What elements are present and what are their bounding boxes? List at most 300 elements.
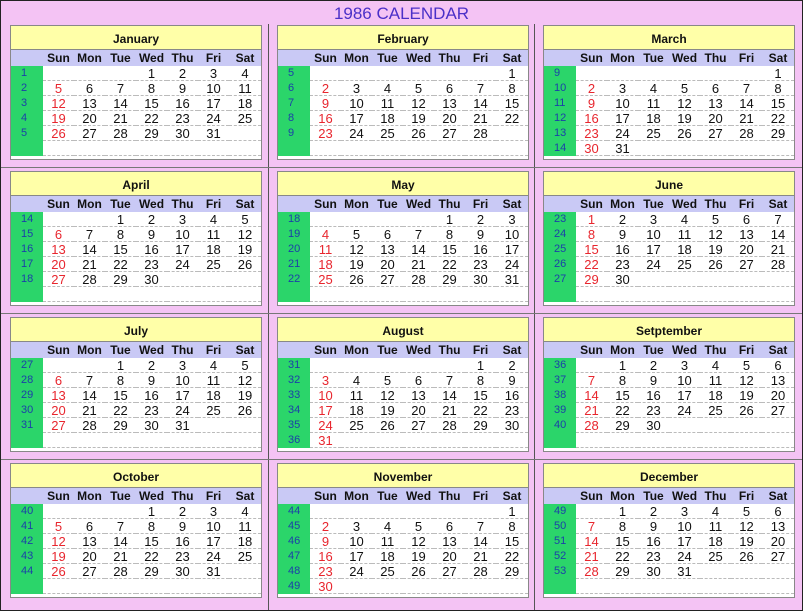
day-header-sun: Sun xyxy=(310,488,341,504)
day-cell: 8 xyxy=(607,519,638,534)
week-number: 36 xyxy=(544,358,576,373)
day-cell: 29 xyxy=(607,418,638,433)
day-cell xyxy=(638,287,669,302)
day-cell: 19 xyxy=(229,242,261,257)
day-header-wed: Wed xyxy=(669,50,700,66)
day-cell: 21 xyxy=(105,111,136,126)
day-header-thu: Thu xyxy=(700,342,731,358)
day-cell: 24 xyxy=(669,403,700,418)
day-cell: 25 xyxy=(700,549,731,564)
day-cell: 15 xyxy=(496,96,528,111)
day-cell xyxy=(576,358,607,373)
day-cell: 3 xyxy=(310,373,341,388)
day-cell: 20 xyxy=(434,111,465,126)
day-header-tue: Tue xyxy=(638,488,669,504)
day-cell: 21 xyxy=(74,257,105,272)
day-cell xyxy=(762,564,794,579)
day-cell: 4 xyxy=(638,81,669,96)
day-cell xyxy=(607,579,638,594)
day-cell: 19 xyxy=(341,257,372,272)
day-cell xyxy=(496,126,528,141)
day-cell: 10 xyxy=(198,519,229,534)
day-cell: 20 xyxy=(700,111,731,126)
day-header-fri: Fri xyxy=(465,342,496,358)
day-cell: 13 xyxy=(372,242,403,257)
week-number: 47 xyxy=(278,549,310,564)
day-cell: 20 xyxy=(434,549,465,564)
day-cell: 27 xyxy=(43,272,74,287)
week-number: 5 xyxy=(278,66,310,81)
day-cell: 28 xyxy=(105,564,136,579)
day-cell: 3 xyxy=(341,81,372,96)
month-name: November xyxy=(278,464,528,488)
day-cell: 3 xyxy=(167,358,198,373)
day-cell: 14 xyxy=(465,534,496,549)
day-cell: 5 xyxy=(669,81,700,96)
day-cell: 31 xyxy=(167,418,198,433)
day-cell: 22 xyxy=(105,257,136,272)
day-header-fri: Fri xyxy=(465,488,496,504)
day-cell: 27 xyxy=(434,564,465,579)
day-cell: 3 xyxy=(198,504,229,519)
day-cell xyxy=(731,287,762,302)
day-cell: 27 xyxy=(74,564,105,579)
day-cell xyxy=(167,433,198,448)
day-cell: 7 xyxy=(576,519,607,534)
day-cell: 29 xyxy=(576,272,607,287)
week-number: 42 xyxy=(11,534,43,549)
day-header-fri: Fri xyxy=(198,196,229,212)
day-cell: 3 xyxy=(669,504,700,519)
day-cell: 17 xyxy=(669,534,700,549)
week-number: 9 xyxy=(544,66,576,81)
week-header-blank xyxy=(11,196,43,212)
day-cell xyxy=(465,287,496,302)
day-header-wed: Wed xyxy=(403,196,434,212)
day-cell: 18 xyxy=(372,549,403,564)
day-cell: 17 xyxy=(167,388,198,403)
day-cell: 3 xyxy=(167,212,198,227)
week-number: 39 xyxy=(544,403,576,418)
week-number: 52 xyxy=(544,549,576,564)
day-cell: 30 xyxy=(638,564,669,579)
day-cell: 25 xyxy=(198,257,229,272)
day-cell xyxy=(731,272,762,287)
day-cell: 4 xyxy=(700,504,731,519)
day-cell: 18 xyxy=(229,534,261,549)
day-header-tue: Tue xyxy=(105,488,136,504)
day-cell: 25 xyxy=(372,564,403,579)
day-cell: 27 xyxy=(700,126,731,141)
day-cell: 23 xyxy=(167,111,198,126)
day-cell: 27 xyxy=(762,549,794,564)
day-cell xyxy=(372,358,403,373)
day-cell: 11 xyxy=(700,373,731,388)
day-cell: 23 xyxy=(136,257,167,272)
day-header-sun: Sun xyxy=(43,342,74,358)
day-cell: 6 xyxy=(403,373,434,388)
week-number: 5 xyxy=(11,126,43,141)
day-cell xyxy=(576,66,607,81)
day-cell xyxy=(229,564,261,579)
day-cell: 31 xyxy=(198,564,229,579)
day-cell: 28 xyxy=(74,418,105,433)
week-number: 37 xyxy=(544,373,576,388)
day-cell: 29 xyxy=(762,126,794,141)
day-cell: 15 xyxy=(496,534,528,549)
day-cell xyxy=(310,141,341,156)
day-header-thu: Thu xyxy=(167,196,198,212)
day-cell: 10 xyxy=(310,388,341,403)
day-header-wed: Wed xyxy=(136,50,167,66)
week-number: 45 xyxy=(278,519,310,534)
day-cell: 22 xyxy=(136,549,167,564)
day-cell xyxy=(669,272,700,287)
day-cell: 3 xyxy=(341,519,372,534)
day-cell: 24 xyxy=(310,418,341,433)
day-cell: 17 xyxy=(607,111,638,126)
week-header-blank xyxy=(544,50,576,66)
day-cell: 10 xyxy=(167,373,198,388)
day-cell xyxy=(403,212,434,227)
day-cell xyxy=(105,287,136,302)
day-header-thu: Thu xyxy=(167,342,198,358)
day-cell xyxy=(372,287,403,302)
day-cell: 9 xyxy=(496,373,528,388)
day-cell: 13 xyxy=(74,534,105,549)
day-header-tue: Tue xyxy=(638,342,669,358)
day-cell: 9 xyxy=(576,96,607,111)
day-header-sun: Sun xyxy=(576,488,607,504)
day-cell xyxy=(403,579,434,594)
day-cell xyxy=(762,579,794,594)
day-cell xyxy=(372,66,403,81)
day-cell: 28 xyxy=(576,564,607,579)
day-cell: 4 xyxy=(229,504,261,519)
day-cell: 6 xyxy=(43,227,74,242)
day-header-wed: Wed xyxy=(403,488,434,504)
day-cell: 18 xyxy=(700,534,731,549)
day-cell: 8 xyxy=(607,373,638,388)
day-header-sat: Sat xyxy=(229,50,261,66)
day-cell: 4 xyxy=(229,66,261,81)
day-cell: 9 xyxy=(638,373,669,388)
day-cell xyxy=(198,141,229,156)
day-cell xyxy=(198,418,229,433)
week-number xyxy=(11,579,43,594)
month-name: April xyxy=(11,172,261,196)
day-cell: 15 xyxy=(762,96,794,111)
day-cell: 11 xyxy=(229,519,261,534)
day-cell xyxy=(74,212,105,227)
day-cell: 12 xyxy=(341,242,372,257)
day-cell: 23 xyxy=(136,403,167,418)
week-number: 31 xyxy=(278,358,310,373)
day-cell: 3 xyxy=(638,212,669,227)
day-cell: 16 xyxy=(167,96,198,111)
day-cell: 3 xyxy=(198,66,229,81)
day-cell xyxy=(310,212,341,227)
day-cell xyxy=(403,358,434,373)
day-cell: 24 xyxy=(167,257,198,272)
day-cell: 28 xyxy=(403,272,434,287)
day-cell xyxy=(465,141,496,156)
day-cell: 8 xyxy=(105,227,136,242)
day-cell: 21 xyxy=(74,403,105,418)
day-cell: 19 xyxy=(372,403,403,418)
day-cell: 1 xyxy=(576,212,607,227)
day-cell xyxy=(341,579,372,594)
week-number: 15 xyxy=(11,227,43,242)
day-header-sat: Sat xyxy=(496,50,528,66)
week-number: 4 xyxy=(11,111,43,126)
day-header-mon: Mon xyxy=(607,50,638,66)
day-header-mon: Mon xyxy=(341,50,372,66)
day-header-wed: Wed xyxy=(136,488,167,504)
day-cell: 2 xyxy=(576,81,607,96)
day-cell: 28 xyxy=(74,272,105,287)
day-cell: 22 xyxy=(465,403,496,418)
day-cell: 14 xyxy=(74,242,105,257)
day-header-thu: Thu xyxy=(434,342,465,358)
day-cell: 20 xyxy=(74,549,105,564)
day-cell: 28 xyxy=(105,126,136,141)
day-cell xyxy=(341,287,372,302)
day-header-wed: Wed xyxy=(136,342,167,358)
day-header-sat: Sat xyxy=(496,488,528,504)
month-august xyxy=(278,318,528,451)
day-cell: 28 xyxy=(762,257,794,272)
day-header-tue: Tue xyxy=(638,50,669,66)
week-number: 30 xyxy=(11,403,43,418)
day-cell xyxy=(731,433,762,448)
day-cell: 9 xyxy=(638,519,669,534)
week-header-blank xyxy=(544,196,576,212)
day-header-fri: Fri xyxy=(731,50,762,66)
day-cell: 12 xyxy=(372,388,403,403)
day-cell: 18 xyxy=(669,242,700,257)
day-header-thu: Thu xyxy=(700,50,731,66)
day-cell: 22 xyxy=(576,257,607,272)
day-header-sat: Sat xyxy=(762,196,794,212)
day-cell: 19 xyxy=(731,388,762,403)
day-header-sat: Sat xyxy=(229,196,261,212)
day-cell: 9 xyxy=(310,534,341,549)
day-cell: 16 xyxy=(310,111,341,126)
day-cell: 31 xyxy=(496,272,528,287)
week-number: 53 xyxy=(544,564,576,579)
day-cell: 24 xyxy=(198,549,229,564)
day-header-fri: Fri xyxy=(465,196,496,212)
day-cell: 25 xyxy=(669,257,700,272)
day-cell xyxy=(762,418,794,433)
day-cell: 31 xyxy=(669,564,700,579)
day-cell: 18 xyxy=(341,403,372,418)
day-cell: 29 xyxy=(105,418,136,433)
day-cell: 1 xyxy=(434,212,465,227)
day-cell: 26 xyxy=(229,403,261,418)
day-cell: 7 xyxy=(731,81,762,96)
week-header-blank xyxy=(278,196,310,212)
day-header-fri: Fri xyxy=(465,50,496,66)
day-cell: 21 xyxy=(465,549,496,564)
row-divider xyxy=(1,167,802,168)
month-name: December xyxy=(544,464,794,488)
day-cell: 17 xyxy=(341,111,372,126)
day-header-mon: Mon xyxy=(74,50,105,66)
day-cell xyxy=(74,66,105,81)
day-cell: 6 xyxy=(74,519,105,534)
day-cell: 29 xyxy=(434,272,465,287)
week-number: 32 xyxy=(278,373,310,388)
day-cell: 16 xyxy=(638,534,669,549)
day-header-thu: Thu xyxy=(700,196,731,212)
week-number: 48 xyxy=(278,564,310,579)
day-cell xyxy=(700,272,731,287)
day-cell: 27 xyxy=(434,126,465,141)
day-cell: 1 xyxy=(496,504,528,519)
day-cell: 19 xyxy=(403,549,434,564)
day-header-wed: Wed xyxy=(403,50,434,66)
week-number: 34 xyxy=(278,403,310,418)
day-cell: 30 xyxy=(167,126,198,141)
day-header-thu: Thu xyxy=(167,50,198,66)
day-cell xyxy=(762,433,794,448)
day-cell: 11 xyxy=(638,96,669,111)
day-cell: 4 xyxy=(198,358,229,373)
day-cell: 21 xyxy=(576,403,607,418)
day-cell xyxy=(74,358,105,373)
week-header-blank xyxy=(11,50,43,66)
day-cell: 5 xyxy=(700,212,731,227)
day-cell: 13 xyxy=(434,96,465,111)
day-cell: 29 xyxy=(136,564,167,579)
day-cell xyxy=(607,433,638,448)
day-cell xyxy=(74,287,105,302)
day-cell: 16 xyxy=(496,388,528,403)
day-cell: 10 xyxy=(198,81,229,96)
day-cell xyxy=(74,579,105,594)
day-cell: 12 xyxy=(43,534,74,549)
day-cell: 5 xyxy=(731,504,762,519)
day-cell: 27 xyxy=(731,257,762,272)
day-cell xyxy=(434,579,465,594)
day-cell xyxy=(700,579,731,594)
week-number: 13 xyxy=(544,126,576,141)
day-cell: 19 xyxy=(731,534,762,549)
day-header-mon: Mon xyxy=(607,196,638,212)
day-cell: 31 xyxy=(310,433,341,448)
day-cell xyxy=(638,433,669,448)
month-name: Setptember xyxy=(544,318,794,342)
day-cell: 12 xyxy=(731,373,762,388)
day-cell: 13 xyxy=(762,373,794,388)
day-cell: 26 xyxy=(403,126,434,141)
day-header-sun: Sun xyxy=(310,50,341,66)
day-cell: 26 xyxy=(229,257,261,272)
day-cell xyxy=(341,141,372,156)
day-cell: 14 xyxy=(731,96,762,111)
day-header-wed: Wed xyxy=(136,196,167,212)
day-cell: 25 xyxy=(638,126,669,141)
day-cell: 18 xyxy=(310,257,341,272)
day-cell: 7 xyxy=(105,519,136,534)
day-cell xyxy=(198,272,229,287)
day-cell: 26 xyxy=(341,272,372,287)
day-cell xyxy=(105,66,136,81)
day-cell xyxy=(372,504,403,519)
day-cell: 7 xyxy=(74,373,105,388)
day-cell: 20 xyxy=(74,111,105,126)
day-cell: 31 xyxy=(198,126,229,141)
day-cell: 8 xyxy=(762,81,794,96)
month-january xyxy=(11,26,261,159)
day-cell: 18 xyxy=(700,388,731,403)
week-number: 35 xyxy=(278,418,310,433)
day-cell: 10 xyxy=(167,227,198,242)
day-cell xyxy=(43,66,74,81)
day-cell: 12 xyxy=(229,227,261,242)
day-cell xyxy=(700,433,731,448)
day-header-wed: Wed xyxy=(669,196,700,212)
day-header-sat: Sat xyxy=(229,488,261,504)
day-cell xyxy=(43,358,74,373)
day-header-fri: Fri xyxy=(198,50,229,66)
week-number: 18 xyxy=(278,212,310,227)
day-cell: 20 xyxy=(43,403,74,418)
day-cell xyxy=(167,141,198,156)
day-cell: 17 xyxy=(341,549,372,564)
week-number: 8 xyxy=(278,111,310,126)
week-number xyxy=(11,287,43,302)
week-number xyxy=(544,433,576,448)
day-cell xyxy=(496,141,528,156)
day-cell xyxy=(731,579,762,594)
day-cell xyxy=(731,418,762,433)
day-cell: 22 xyxy=(136,111,167,126)
day-cell: 13 xyxy=(403,388,434,403)
day-cell: 11 xyxy=(669,227,700,242)
day-cell: 24 xyxy=(607,126,638,141)
day-cell: 4 xyxy=(669,212,700,227)
day-cell: 30 xyxy=(310,579,341,594)
day-cell: 7 xyxy=(576,373,607,388)
day-cell: 13 xyxy=(731,227,762,242)
day-cell: 17 xyxy=(496,242,528,257)
day-cell: 7 xyxy=(762,212,794,227)
day-cell xyxy=(731,66,762,81)
week-number: 14 xyxy=(544,141,576,156)
day-cell: 9 xyxy=(167,519,198,534)
day-cell: 13 xyxy=(700,96,731,111)
day-cell xyxy=(403,141,434,156)
week-number: 27 xyxy=(11,358,43,373)
day-cell xyxy=(700,66,731,81)
day-cell xyxy=(669,579,700,594)
day-cell: 10 xyxy=(669,519,700,534)
week-header-blank xyxy=(278,342,310,358)
day-cell: 14 xyxy=(105,534,136,549)
day-cell: 10 xyxy=(607,96,638,111)
day-cell: 22 xyxy=(105,403,136,418)
day-cell: 7 xyxy=(465,519,496,534)
day-cell: 20 xyxy=(731,242,762,257)
week-number: 36 xyxy=(278,433,310,448)
day-cell: 28 xyxy=(465,564,496,579)
day-cell xyxy=(341,504,372,519)
day-cell: 20 xyxy=(762,388,794,403)
day-cell: 11 xyxy=(372,534,403,549)
